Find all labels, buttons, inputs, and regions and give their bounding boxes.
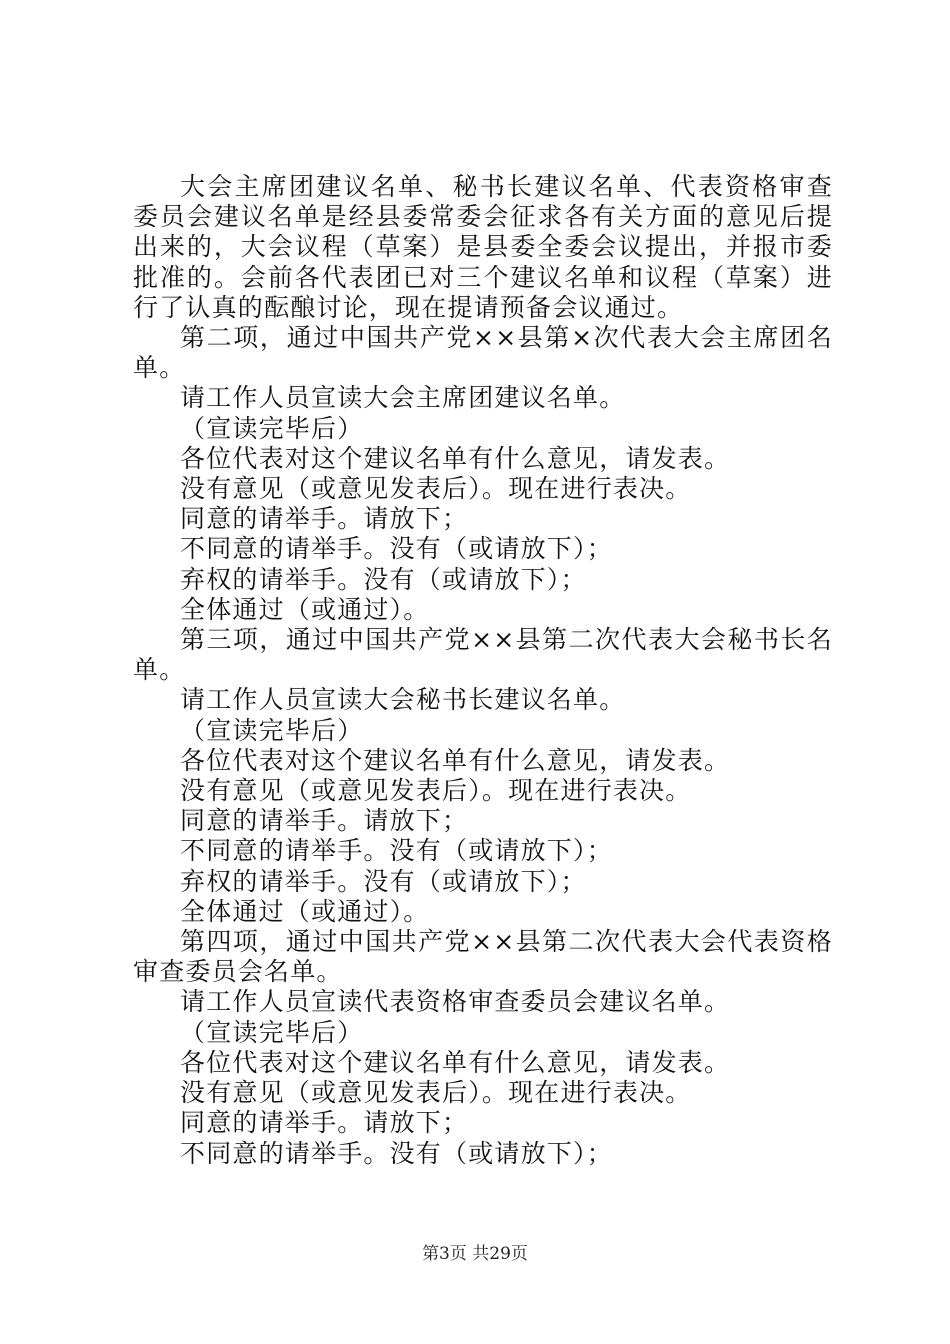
paragraph: 同意的请举手。请放下； xyxy=(180,504,469,534)
paragraph: 同意的请举手。请放下； xyxy=(180,1108,469,1138)
paragraph: 弃权的请举手。没有（或请放下）； xyxy=(180,564,587,594)
paragraph-item-2-heading: 第二项，通过中国共产党××县第×次代表大会主席团名单。 xyxy=(133,323,833,383)
paragraph: 没有意见（或意见发表后）。现在进行表决。 xyxy=(180,1078,692,1108)
paragraph: 请工作人员宣读代表资格审查委员会建议名单。 xyxy=(180,987,731,1017)
paragraph: 各位代表对这个建议名单有什么意见，请发表。 xyxy=(180,745,731,775)
paragraph: 弃权的请举手。没有（或请放下）； xyxy=(180,866,587,896)
paragraph: 全体通过（或通过）。 xyxy=(180,896,430,926)
paragraph: 没有意见（或意见发表后）。现在进行表决。 xyxy=(180,776,692,806)
paragraph: （宣读完毕后） xyxy=(180,1017,364,1047)
paragraph: 请工作人员宣读大会主席团建议名单。 xyxy=(180,383,626,413)
paragraph: 各位代表对这个建议名单有什么意见，请发表。 xyxy=(180,443,731,473)
page-number-footer: 第3页 共29页 xyxy=(422,1244,528,1264)
paragraph: 请工作人员宣读大会秘书长建议名单。 xyxy=(180,685,626,715)
document-body xyxy=(133,172,833,1169)
paragraph: 不同意的请举手。没有（或请放下）； xyxy=(180,534,613,564)
paragraph-intro: 大会主席团建议名单、秘书长建议名单、代表资格审查委员会建议名单是经县委常委会征求各有关方面的意见后提出来的，大会议程（草案）是县委全委会议提出，并报市委批准的。会前各代表团已对三个建议名单和议程（草案）进行了认真的酝酿讨论，现在提请预备会议通过。 xyxy=(133,172,833,322)
paragraph: 没有意见（或意见发表后）。现在进行表决。 xyxy=(180,474,692,504)
paragraph: 全体通过（或通过）。 xyxy=(180,594,430,624)
paragraph: 同意的请举手。请放下； xyxy=(180,806,469,836)
paragraph: 不同意的请举手。没有（或请放下）； xyxy=(180,1138,613,1168)
paragraph-item-3-heading: 第三项，通过中国共产党××县第二次代表大会秘书长名单。 xyxy=(133,625,833,685)
paragraph: 各位代表对这个建议名单有什么意见，请发表。 xyxy=(180,1047,731,1077)
paragraph: （宣读完毕后） xyxy=(180,715,364,745)
paragraph-item-4-heading: 第四项，通过中国共产党××县第二次代表大会代表资格审查委员会名单。 xyxy=(133,927,833,987)
paragraph: （宣读完毕后） xyxy=(180,413,364,443)
paragraph: 不同意的请举手。没有（或请放下）； xyxy=(180,836,613,866)
